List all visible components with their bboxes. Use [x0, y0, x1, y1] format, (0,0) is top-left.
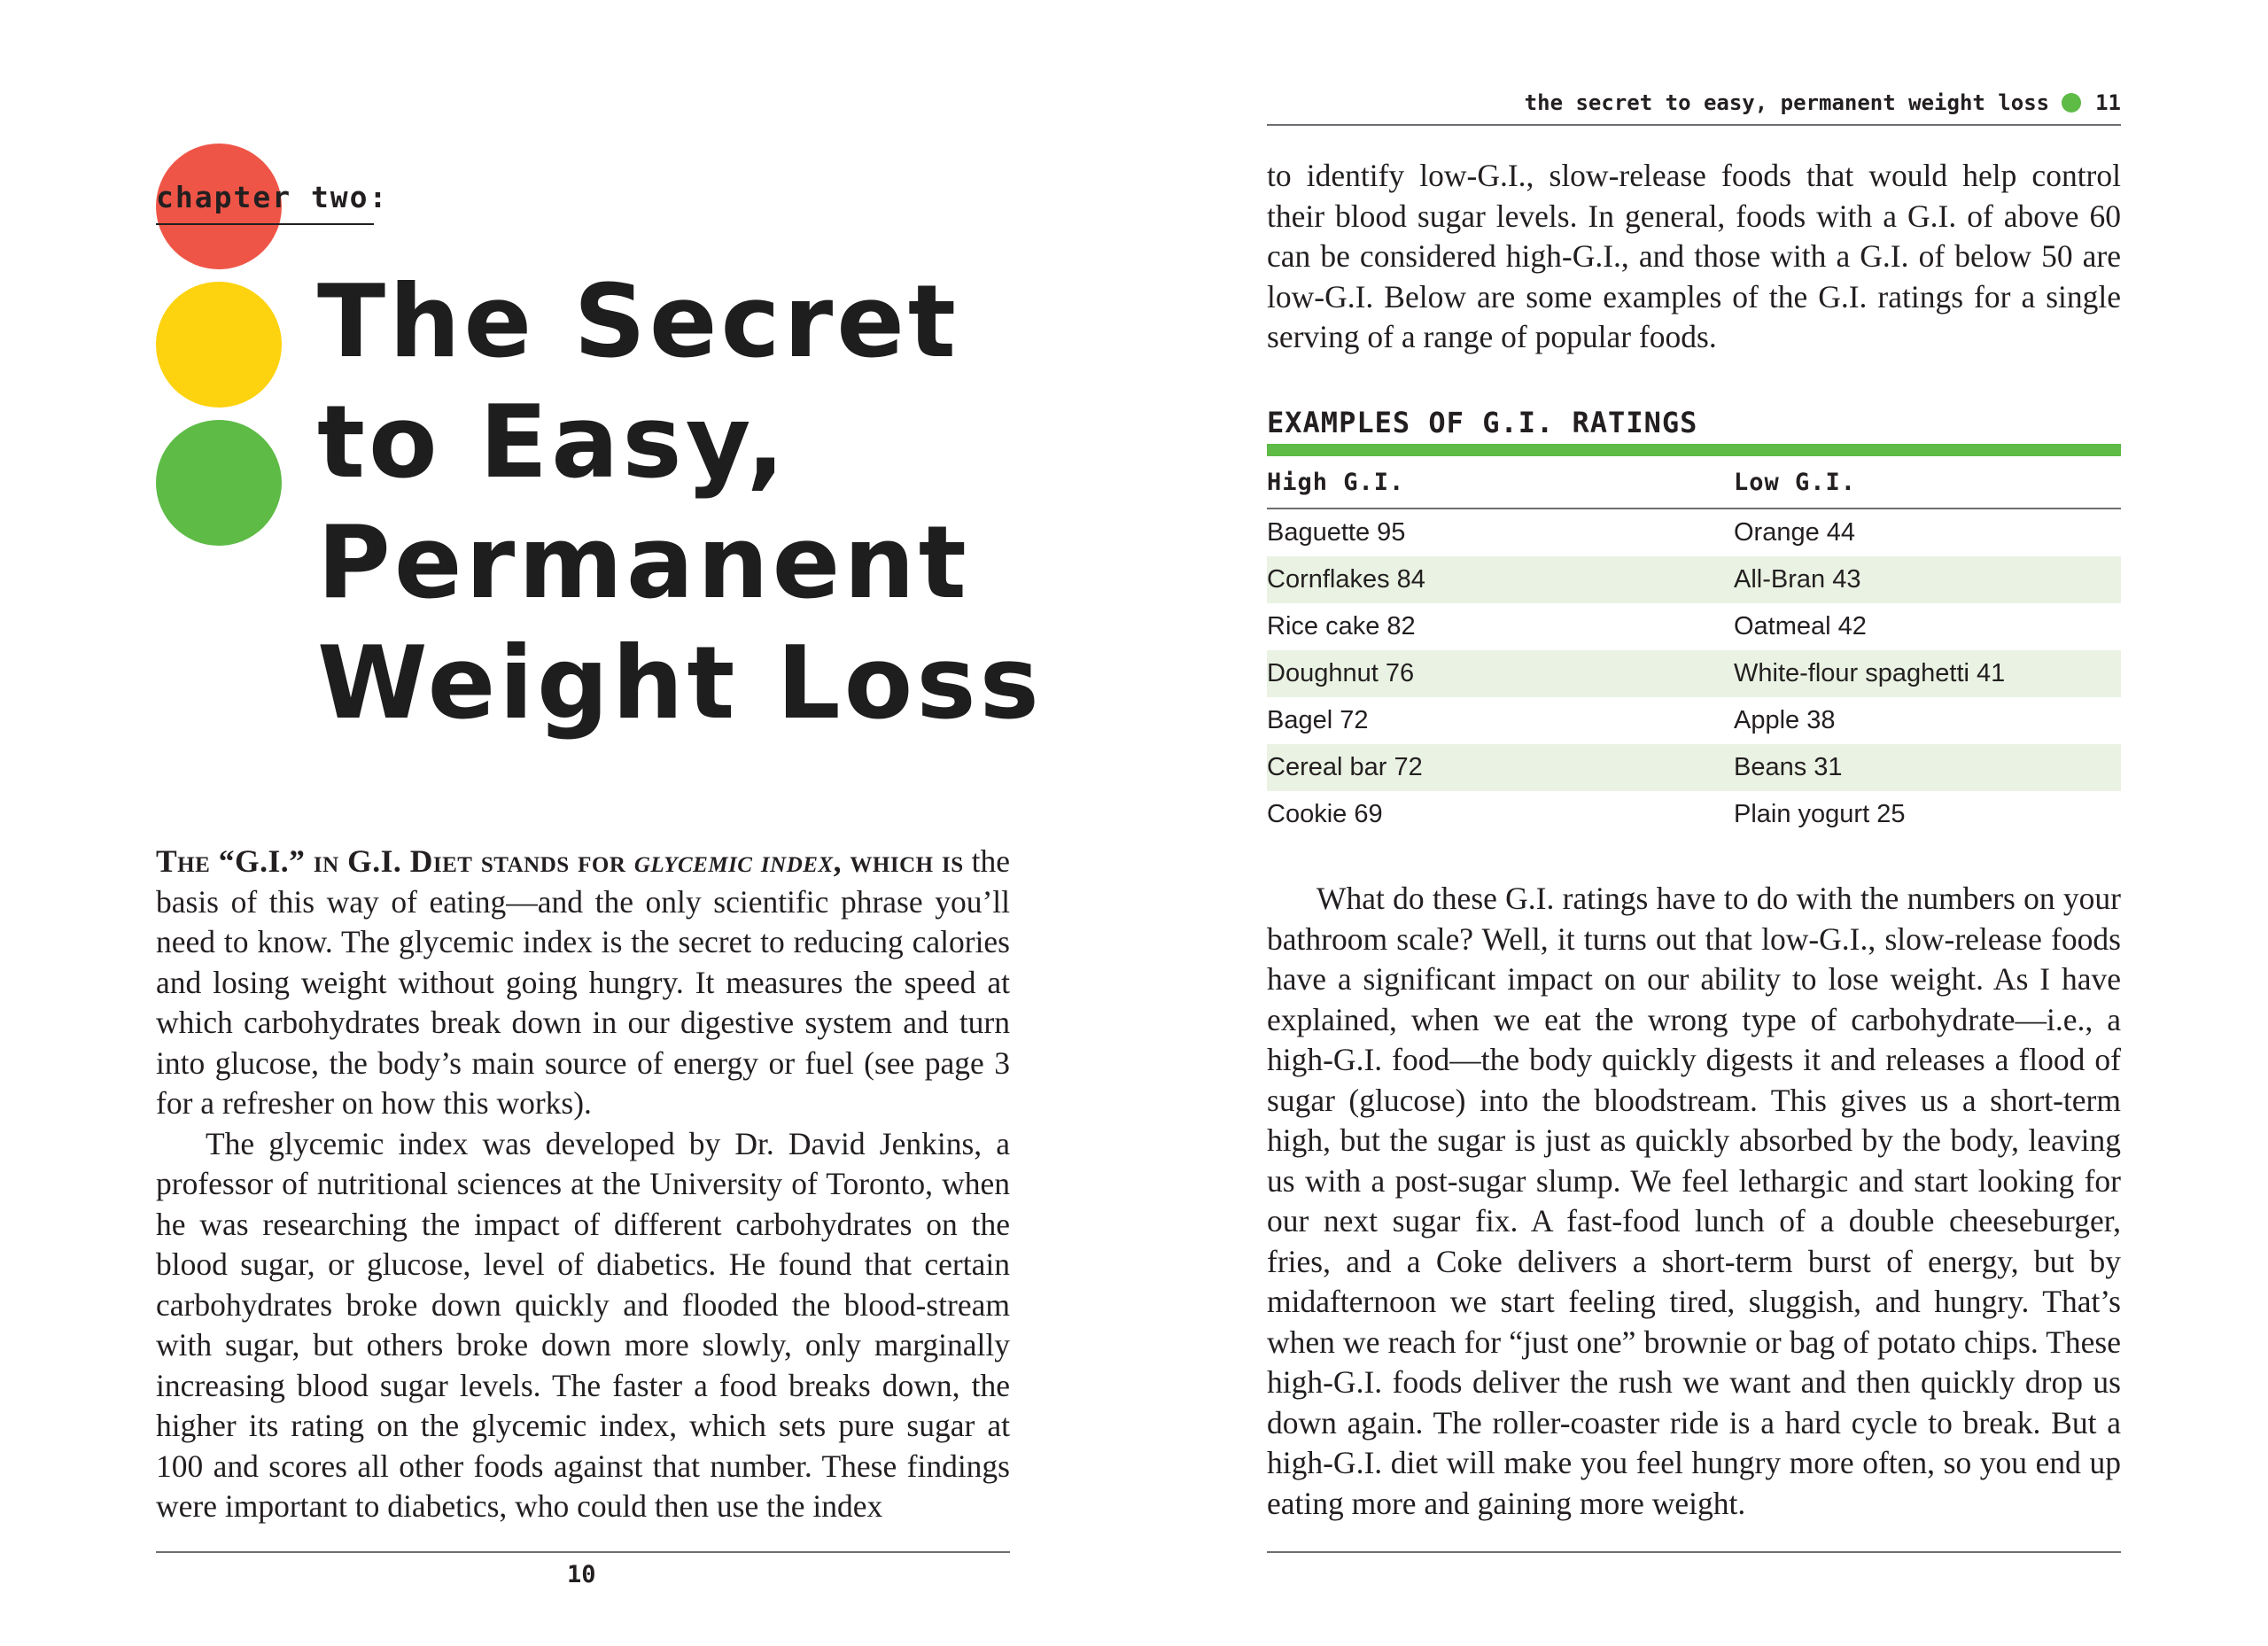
running-head-text: the secret to easy, permanent weight loss	[1524, 90, 2050, 115]
title-line: to Easy,	[317, 384, 788, 501]
table-row	[1267, 744, 2121, 791]
lead-in: The “G.I.” in G.I. Diet stands for	[156, 843, 634, 879]
high-gi-cell: Cookie 69	[1267, 800, 1383, 828]
yellow-circle-icon	[156, 282, 282, 408]
title-line: Weight Loss	[317, 625, 1043, 741]
title-line: Permanent	[317, 504, 970, 621]
low-gi-cell: All-Bran 43	[1734, 565, 1861, 594]
page-number: 11	[2095, 90, 2121, 115]
body-paragraph: The glycemic index was developed by Dr. David Jenkins, a professor of nutritional sciences at the University of Toronto, when he was researching the impact of different carbohydrates on the blood sugar, or glucose, level of diabetics. He found that certain carbohydrates broke down quickly and flooded the blood-stream with sugar, but others broke down more slowly, only marginally increasing blood sugar levels. The faster a food breaks down, the higher its rating on the glycemic index, which sets pure sugar at 100 and scores all other foods against that number. These findings were important to diabetics, who could then use the index	[156, 1125, 1010, 1524]
high-gi-cell: Cornflakes 84	[1267, 565, 1425, 594]
low-gi-cell: Apple 38	[1734, 706, 1836, 734]
running-head	[1525, 90, 2121, 115]
gi-ratings-table	[1267, 403, 2121, 838]
table-row	[1267, 556, 2121, 603]
header-rule	[1267, 124, 2121, 126]
body-paragraph	[156, 842, 1010, 1124]
table-row	[1267, 603, 2121, 650]
left-body-column	[156, 842, 1010, 1527]
green-circle-icon	[156, 420, 282, 546]
column-header-high-gi: High G.I.	[1267, 468, 1405, 496]
body-paragraph: What do these G.I. ratings have to do with the numbers on your bathroom scale? Well, it turns out that low-G.I., slow-release foods have a significant impact on our ability to lose weight. As I have explained, when we eat the wrong type of carbohydrate—i.e., a high-G.I. food—the body quickly digests it and releases a flood of sugar (glucose) into the bloodstream. This gives us a short-term high, but the sugar is just as quickly absorbed by the body, leaving us with a post-sugar slump. We feel lethargic and start looking for our next sugar fix. A fast-food lunch of a double cheeseburger, fries, and a Coke delivers a short-term burst of energy, but by midafternoon we start feeling tired, sluggish, and hungry. That’s when we reach for “just one” brownie or bag of potato chips. These high-G.I. foods deliver the rush we want and then quickly drop us down again. The roller-coaster ride is a hard cycle to break. But a high-G.I. diet will make you feel hungry more often, so you end up eating more and gaining more weight.	[1267, 881, 2121, 1521]
table-row	[1267, 650, 2121, 697]
body-paragraph: to identify low-G.I., slow-release foods that would help control their blood sugar levels. In general, foods with a G.I. of above 60 can be considered high-G.I., and those with a G.I. of below 50 are low-G.I. Below are some examples of the G.I. ratings for a single serving of a range of popular foods.	[1267, 158, 2121, 354]
right-page	[1134, 0, 2268, 1646]
high-gi-cell: Bagel 72	[1267, 706, 1369, 734]
table-row	[1267, 509, 2121, 556]
table-header-row	[1267, 456, 2121, 509]
lead-in-italic: glycemic index	[633, 843, 834, 879]
low-gi-cell: Beans 31	[1734, 753, 1843, 781]
table-row	[1267, 791, 2121, 838]
high-gi-cell: Cereal bar 72	[1267, 753, 1423, 781]
title-line: The Secret	[317, 263, 959, 380]
low-gi-cell: White-flour spaghetti 41	[1734, 659, 2006, 687]
table-title-bar	[1267, 444, 2121, 456]
low-gi-cell: Plain yogurt 25	[1734, 800, 1906, 828]
lead-in-end: , which is	[833, 843, 964, 879]
page-number: 10	[567, 1561, 596, 1588]
footer-rule	[156, 1551, 1010, 1553]
table-title: EXAMPLES OF G.I. RATINGS	[1267, 406, 1698, 439]
low-gi-cell: Oatmeal 42	[1734, 612, 1867, 641]
right-body-column-bottom	[1267, 879, 2121, 1524]
high-gi-cell: Baguette 95	[1267, 518, 1406, 547]
chapter-label: chapter two:	[156, 180, 374, 225]
high-gi-cell: Rice cake 82	[1267, 612, 1416, 641]
right-body-column-top	[1267, 156, 2121, 358]
column-header-low-gi: Low G.I.	[1734, 468, 1857, 496]
footer-rule	[1267, 1551, 2121, 1553]
low-gi-cell: Orange 44	[1734, 518, 1856, 547]
green-dot-icon	[2062, 93, 2081, 113]
paragraph-text: the basis of this way of eating—and the only scientific phrase you’ll need to know. The glycemic index is the secret to reducing calories and losing weight without going hungry. It measures the speed at which carbohydrates break down in our digestive system and turn into glucose, the body’s main source of energy or fuel (see page 3 for a refresher on how this works).	[156, 843, 1011, 1121]
high-gi-cell: Doughnut 76	[1267, 659, 1415, 687]
table-row	[1267, 697, 2121, 744]
chapter-title	[317, 261, 1115, 743]
